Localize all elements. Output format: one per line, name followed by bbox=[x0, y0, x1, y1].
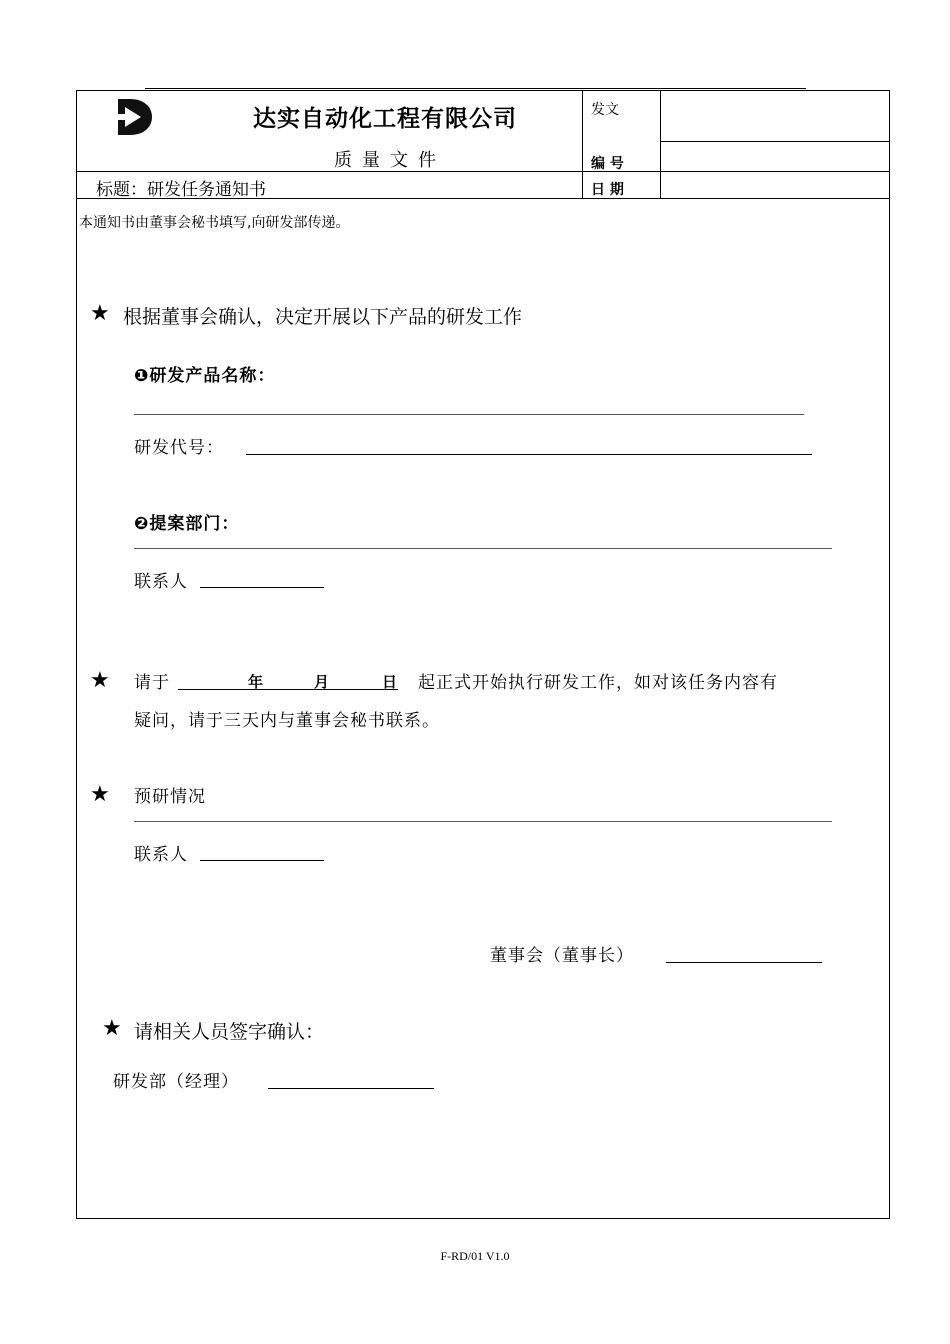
star-icon: ★ bbox=[90, 301, 110, 326]
document-frame bbox=[76, 90, 890, 1219]
sign-confirm-heading: 请相关人员签字确认： bbox=[134, 1021, 325, 1043]
intro-note: 本通知书由董事会秘书填写,向研发部传递。 bbox=[79, 215, 350, 231]
star-icon: ★ bbox=[90, 668, 110, 693]
proposing-dept-label: ❷提案部门： bbox=[134, 514, 240, 534]
company-name: 达实自动化工程有限公司 bbox=[253, 106, 517, 132]
board-signature-line[interactable] bbox=[666, 962, 822, 963]
product-name-label: ❶研发产品名称： bbox=[134, 366, 276, 386]
start-text-line1: 起正式开始执行研发工作，如对该任务内容有 bbox=[418, 673, 778, 693]
top-rule bbox=[145, 88, 806, 89]
section1-heading: 根据董事会确认，决定开展以下产品的研发工作 bbox=[123, 306, 523, 328]
issue-label: 发文 bbox=[591, 102, 619, 118]
board-chairman-label: 董事会（董事长） bbox=[490, 946, 634, 966]
pre-research-label: 预研情况 bbox=[134, 787, 206, 807]
product-name-line[interactable] bbox=[134, 414, 804, 415]
proposing-dept-line[interactable] bbox=[134, 548, 832, 549]
company-logo bbox=[114, 97, 154, 137]
pre-research-line[interactable] bbox=[134, 821, 832, 822]
rd-code-line[interactable] bbox=[246, 454, 812, 455]
start-text-line2: 疑问，请于三天内与董事会秘书联系。 bbox=[134, 711, 440, 731]
document-type: 质量文件 bbox=[334, 150, 446, 171]
form-code-footer: F-RD/01 V1.0 bbox=[440, 1249, 510, 1263]
number-label: 编 号 bbox=[591, 156, 624, 172]
rd-manager-signature-line[interactable] bbox=[268, 1088, 434, 1089]
start-prefix: 请于 bbox=[134, 673, 170, 693]
rd-manager-label: 研发部（经理） bbox=[113, 1072, 239, 1092]
contact-line-2[interactable] bbox=[200, 860, 324, 861]
header-divider-right-upper bbox=[660, 141, 890, 142]
year-label: 年 bbox=[248, 673, 264, 691]
day-label: 日 bbox=[382, 673, 398, 691]
star-icon: ★ bbox=[102, 1016, 122, 1041]
date-label: 日 期 bbox=[591, 182, 624, 198]
document-title: 标题：研发任务通知书 bbox=[96, 180, 266, 200]
star-icon: ★ bbox=[90, 782, 110, 807]
contact-label: 联系人 bbox=[134, 572, 188, 592]
rd-code-label: 研发代号： bbox=[134, 438, 224, 458]
header-col-divider-2 bbox=[660, 91, 661, 198]
start-date-line[interactable] bbox=[178, 689, 398, 690]
contact-line[interactable] bbox=[200, 587, 324, 588]
header-divider-right-lower bbox=[660, 171, 890, 172]
month-label: 月 bbox=[314, 673, 330, 691]
contact-label-2: 联系人 bbox=[134, 845, 188, 865]
